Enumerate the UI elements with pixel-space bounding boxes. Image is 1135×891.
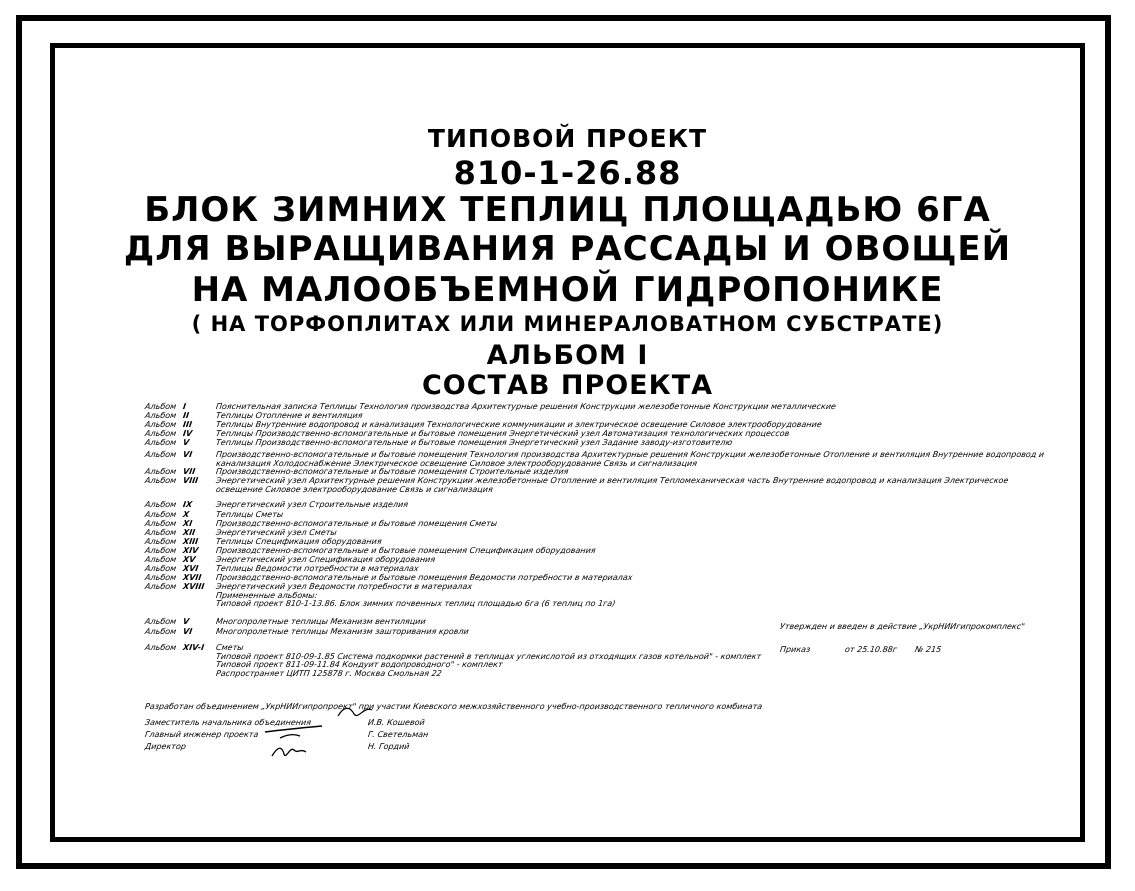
album-number: XIII [182,537,199,546]
album-description: Примененные альбомы: [215,590,318,600]
album-description: Теплицы Производственно-вспомогательные и бытовые помещения Энергетический узел Задание заводу-изготовителю [215,438,733,447]
album-label: Альбом [144,528,177,537]
album-number: XII [182,528,196,537]
order-number: № 215 [914,645,942,654]
album-label: Альбом [144,411,177,420]
album-label: Альбом [144,546,177,555]
album-number: XI [182,519,193,528]
album-label: Альбом [144,402,177,411]
album-number: X [182,510,190,519]
credit-role-2: Главный инженер проекта [144,730,259,739]
album-label: Альбом [144,438,177,447]
album-description: Производственно-вспомогательные и бытовые помещения Ведомости потребности в материалах [215,573,634,582]
credit-name-1: И.В. Кошевой [367,718,426,727]
album-description: Типовой проект 810-1-13.86. Блок зимних почвенных теплиц площадью 6га (6 теплиц по 1га) [215,599,616,608]
album-label: Альбом [144,429,177,438]
album-number: VIII [182,476,199,485]
album-description: Теплицы Сметы [215,510,284,519]
album-description: Многопролетные теплицы Механизм вентиляции [215,617,427,626]
project-subtitle: ( НА ТОРФОПЛИТАХ ИЛИ МИНЕРАЛОВАТНОМ СУБСТРАТЕ) [191,312,944,336]
album-number: VI [182,627,193,636]
album-description: Теплицы Спецификация оборудования [215,537,383,546]
album-title: АЛЬБОМ I [486,340,649,371]
album-label: Альбом [144,627,177,636]
album-label: Альбом [144,564,177,573]
album-number: I [182,402,187,411]
album-number: V [182,438,190,447]
album-description: освещение Силовое электрооборудование Связь и сигнализация [215,484,494,494]
album-number: XIV [182,546,199,555]
album-number: IV [182,429,193,438]
project-number: 810-1-26.88 [453,154,682,192]
album-number: IX [182,500,193,509]
album-number: II [182,411,190,420]
album-label: Альбом [144,476,177,485]
section-title: СОСТАВ ПРОЕКТА [421,370,714,401]
album-label: Альбом [144,519,177,528]
album-description: Энергетический узел Сметы [215,528,338,537]
credit-name-3: Н. Гордий [367,742,411,751]
album-number: XIV-I [182,643,205,652]
album-number: XV [182,555,196,564]
credit-role-1: Заместитель начальника объединения [144,718,312,727]
album-label: Альбом [144,537,177,546]
album-number: III [182,420,193,429]
album-description: Распространяет ЦИТП 125878 г. Москва Смольная 22 [215,668,443,678]
album-description: Многопролетные теплицы Механизм зашторивания кровли [215,627,470,636]
album-label: Альбом [144,617,177,626]
album-number: XVIII [182,582,205,591]
album-number: VI [182,450,193,459]
album-description: Энергетический узел Ведомости потребности в материалах [215,582,473,591]
album-number: VII [182,467,196,476]
album-label: Альбом [144,450,177,459]
album-label: Альбом [144,467,177,476]
album-description: Теплицы Производственно-вспомогательные и бытовые помещения Энергетический узел Автоматизация технологических процессов [215,429,790,438]
signature-marks [260,720,330,765]
album-number: XVI [182,564,199,573]
album-label: Альбом [144,420,177,429]
order-date: от 25.10.88г [844,645,898,654]
album-label: Альбом [144,500,177,509]
album-description: Энергетический узел Спецификация оборудования [215,555,436,564]
approval-text: Утвержден и введен в действие „УкрНИИгипрокомплекс" [779,622,1026,631]
album-description: Теплицы Ведомости потребности в материалах [215,564,420,573]
project-title-line-3: НА МАЛООБЪЕМНОЙ ГИДРОПОНИКЕ [191,270,944,310]
album-description: Производственно-вспомогательные и бытовые помещения Сметы [215,519,498,528]
album-description: Производственно-вспомогательные и бытовые помещения Технология производства Архитектурные решения Конструкции железобетонные Отопление и вентиляция Внутренние водопровод и [215,450,1045,459]
album-description: Сметы [215,643,245,652]
project-title-line-1: БЛОК ЗИМНИХ ТЕПЛИЦ ПЛОЩАДЬЮ 6ГА [144,190,991,230]
album-description: Производственно-вспомогательные и бытовые помещения Строительные изделия [215,467,570,476]
album-label: Альбом [144,555,177,564]
album-label: Альбом [144,573,177,582]
album-description: Типовой проект 811-09-11.84 Кондуит водопроводного" - комплект [215,660,504,669]
signature-mark-small [336,702,376,720]
album-description: Пояснительная записка Теплицы Технология производства Архитектурные решения Конструкции железобетонные Конструкции металлические [215,402,837,411]
album-description: Теплицы Отопление и вентиляция [215,411,364,420]
project-title-line-2: ДЛЯ ВЫРАЩИВАНИЯ РАССАДЫ И ОВОЩЕЙ [123,229,1012,269]
album-label: Альбом [144,510,177,519]
album-description: Типовой проект 810-09-1.85 Система подкормки растений в теплицах углекислотой из отходящих газов котельной" - комплект [215,651,762,661]
album-number: XVII [182,573,202,582]
credit-role-3: Директор [144,742,187,751]
album-description: Энергетический узел Архитектурные решения Конструкции железобетонные Отопление и вентиляция Тепломеханическая часть Внутренние водопровод и канализация Электрическое [215,476,1009,485]
order-label: Приказ [779,645,811,654]
album-description: канализация Холодоснабжение Электрическое освещение Силовое электрооборудование Связь и сигнализация [215,458,698,468]
developer-text: Разработан объединением „УкрНИИгипропроект" при участии Киевского межхозяйственного учебно-производственного тепличного комбината [144,702,763,711]
album-label: Альбом [144,643,177,652]
album-description: Производственно-вспомогательные и бытовые помещения Спецификация оборудования [215,546,597,555]
album-description: Теплицы Внутренние водопровод и канализация Технологические коммуникации и электрическое освещение Силовое электрооборудование [215,420,823,429]
album-label: Альбом [144,582,177,591]
credit-name-2: Г. Светельман [367,730,429,739]
album-description: Энергетический узел Строительные изделия [215,500,409,509]
album-number: V [182,617,190,626]
header-line-1: ТИПОВОЙ ПРОЕКТ [427,124,708,153]
